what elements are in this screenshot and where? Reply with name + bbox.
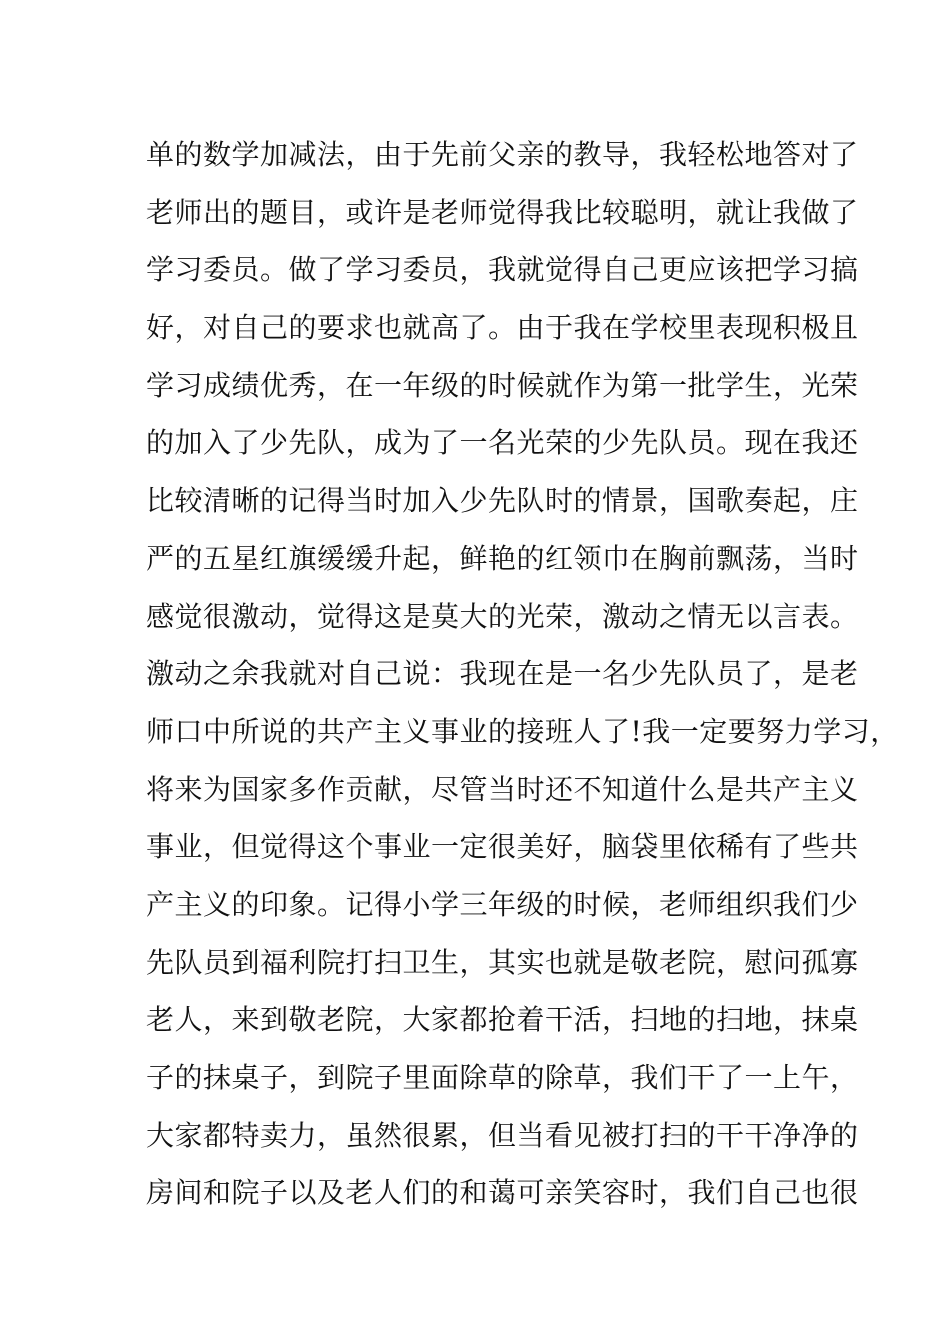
text-line-10: 激动之余我就对自己说：我现在是一名少先队员了，是老 bbox=[146, 657, 859, 691]
text-line-18: 大家都特卖力，虽然很累，但当看见被打扫的干干净净的 bbox=[146, 1118, 859, 1152]
text-line-7: 比较清晰的记得当时加入少先队时的情景，国歌奏起，庄 bbox=[146, 484, 859, 518]
text-line-1: 单的数学加减法，由于先前父亲的教导，我轻松地答对了 bbox=[146, 138, 859, 171]
text-line-5: 学习成绩优秀，在一年级的时候就作为第一批学生，光荣 bbox=[146, 368, 859, 402]
text-line-13: 事业，但觉得这个事业一定很美好，脑袋里依稀有了些共 bbox=[146, 830, 859, 864]
text-line-6: 的加入了少先队，成为了一名光荣的少先队员。现在我还 bbox=[146, 426, 859, 460]
body-text bbox=[146, 126, 899, 1222]
text-line-19: 房间和院子以及老人们的和蔼可亲笑容时，我们自己也很 bbox=[146, 1176, 859, 1210]
text-line-16: 老人，来到敬老院，大家都抢着干活，扫地的扫地，抹桌 bbox=[146, 1003, 859, 1037]
text-line-14: 产主义的印象。记得小学三年级的时候，老师组织我们少 bbox=[146, 887, 859, 921]
text-line-8: 严的五星红旗缓缓升起，鲜艳的红领巾在胸前飘荡，当时 bbox=[146, 541, 859, 575]
text-line-9: 感觉很激动，觉得这是莫大的光荣，激动之情无以言表。 bbox=[146, 599, 859, 633]
text-line-12: 将来为国家多作贡献，尽管当时还不知道什么是共产主义 bbox=[146, 772, 859, 806]
text-line-2: 老师出的题目，或许是老师觉得我比较聪明，就让我做了 bbox=[146, 195, 859, 229]
text-line-17: 子的抹桌子，到院子里面除草的除草，我们干了一上午， bbox=[146, 1061, 859, 1094]
text-line-11: 师口中所说的共产主义事业的接班人了!我一定要努力学习， bbox=[146, 714, 899, 748]
text-line-15: 先队员到福利院打扫卫生，其实也就是敬老院，慰问孤寡 bbox=[146, 945, 859, 979]
text-line-3: 学习委员。做了学习委员，我就觉得自己更应该把学习搞 bbox=[146, 253, 859, 287]
text-line-4: 好，对自己的要求也就高了。由于我在学校里表现积极且 bbox=[146, 311, 859, 345]
